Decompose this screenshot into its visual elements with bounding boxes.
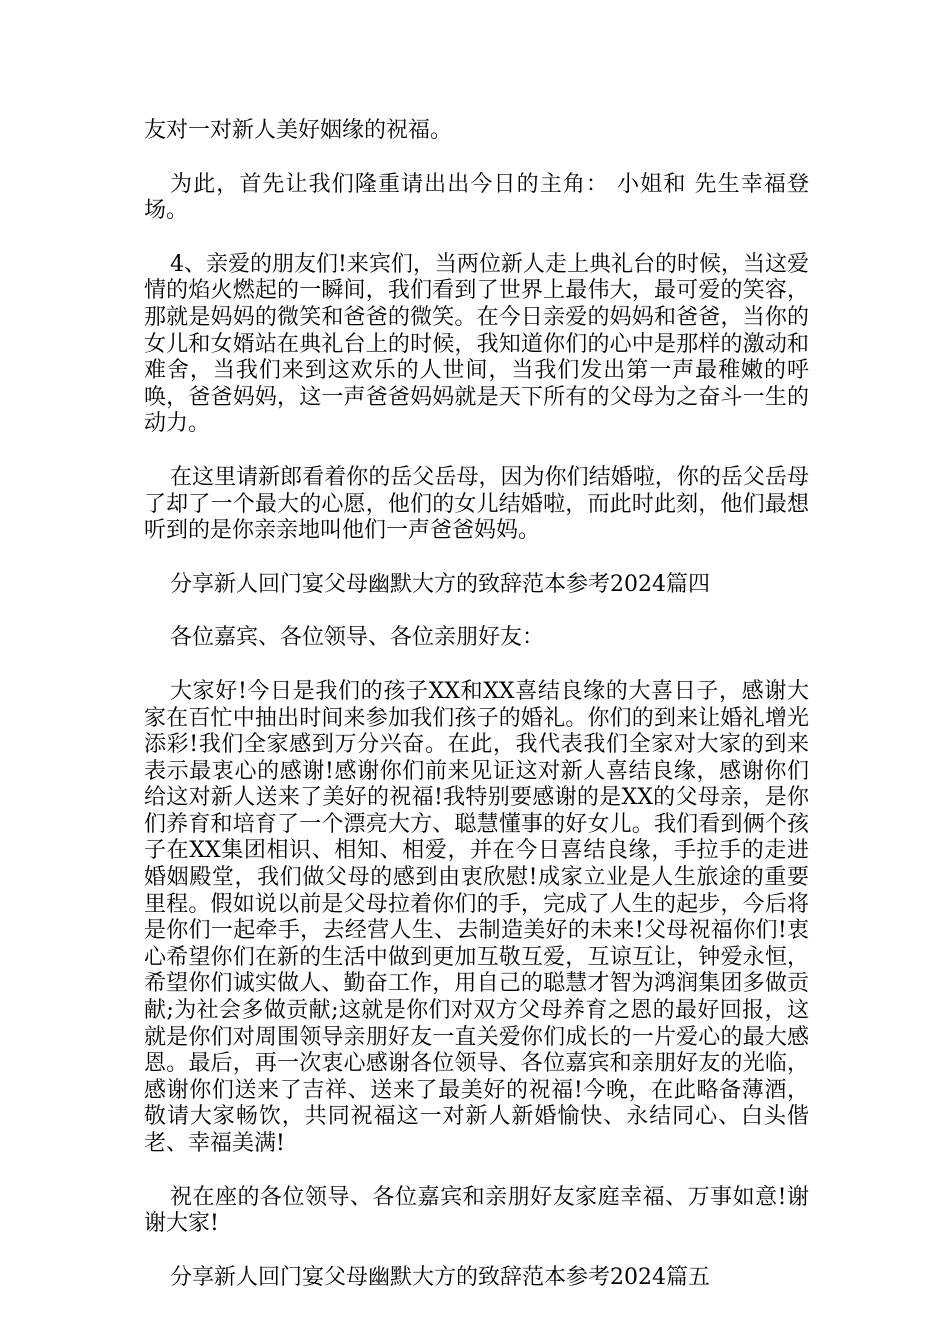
paragraph-4-parents-smile: 4、亲爱的朋友们!来宾们，当两位新人走上典礼台的时候，当这爱情的焰火燃起的一瞬间，我们看到了世界上最伟大，最可爱的笑容，那就是妈妈的微笑和爸爸的微笑。在今日亲爱的妈妈和爸爸，当你的女儿和女婿站在典礼台上的时候，我知道你们的心中是那样的激动和难舍，当我们来到这欢乐的人世间，当我们发出第一声最稚嫩的呼唤，爸爸妈妈，这一声爸爸妈妈就是天下所有的父母为之奋斗一生的动力。 bbox=[144, 251, 809, 437]
paragraph-salutation: 各位嘉宾、各位领导、各位亲朋好友： bbox=[170, 625, 545, 651]
paragraph-main-speech: 大家好!今日是我们的孩子XX和XX喜结良缘的大喜日子，感谢大家在百忙中抽出时间来参加我们孩子的婚礼。你们的到来让婚礼增光添彩!我们全家感到万分兴奋。在此，我代表我们全家对大家的到来表示最衷心的感谢!感谢你们前来见证这对新人喜结良缘，感谢你们给这对新人送来了美好的祝福!我特别要感谢的是XX的父母亲，是你们养育和培育了一个漂亮大方、聪慧懂事的好女儿。我们看到俩个孩子在XX集团相识、相知、相爱，并在今日喜结良缘，手拉手的走进婚姻殿堂，我们做父母的感到由衷欣慰!成家立业是人生旅途的重要里程。假如说以前是父母拉着你们的手，完成了人生的起步，今后将是你们一起牵手，去经营人生、去制造美好的未来!父母祝福你们!衷心希望你们在新的生活中做到更加互敬互爱，互谅互让，钟爱永恒，希望你们诚实做人、勤奋工作，用自己的聪慧才智为鸿润集团多做贡献;为社会多做贡献;这就是你们对双方父母养育之恩的最好回报，这就是你们对周围领导亲朋好友一直关爱你们成长的一片爱心的最大感恩。最后，再一次衷心感谢各位领导、各位嘉宾和亲朋好友的光临，感谢你们送来了吉祥、送来了最美好的祝福!今晚，在此略备薄酒，敬请大家畅饮，共同祝福这一对新人新婚愉快、永结同心、白头偕老、幸福美满! bbox=[144, 678, 809, 1156]
section-heading-part-four: 分享新人回门宴父母幽默大方的致辞范本参考2024篇四 bbox=[170, 571, 710, 597]
paragraph-continuation: 友对一对新人美好姻缘的祝福。 bbox=[144, 118, 453, 143]
paragraph-groom-in-laws: 在这里请新郎看着你的岳父岳母，因为你们结婚啦，你的岳父岳母了却了一个最大的心愿，他们的女儿结婚啦，而此时此刻，他们最想听到的是你亲亲地叫他们一声爸爸妈妈。 bbox=[144, 464, 809, 544]
document-page bbox=[144, 118, 809, 1318]
paragraph-introduce-couple: 为此，首先让我们隆重请出出今日的主角： 小姐和 先生幸福登场。 bbox=[144, 171, 809, 224]
section-heading-part-five: 分享新人回门宴父母幽默大方的致辞范本参考2024篇五 bbox=[170, 1264, 710, 1290]
paragraph-closing-wishes: 祝在座的各位领导、各位嘉宾和亲朋好友家庭幸福、万事如意!谢谢大家! bbox=[144, 1184, 809, 1237]
